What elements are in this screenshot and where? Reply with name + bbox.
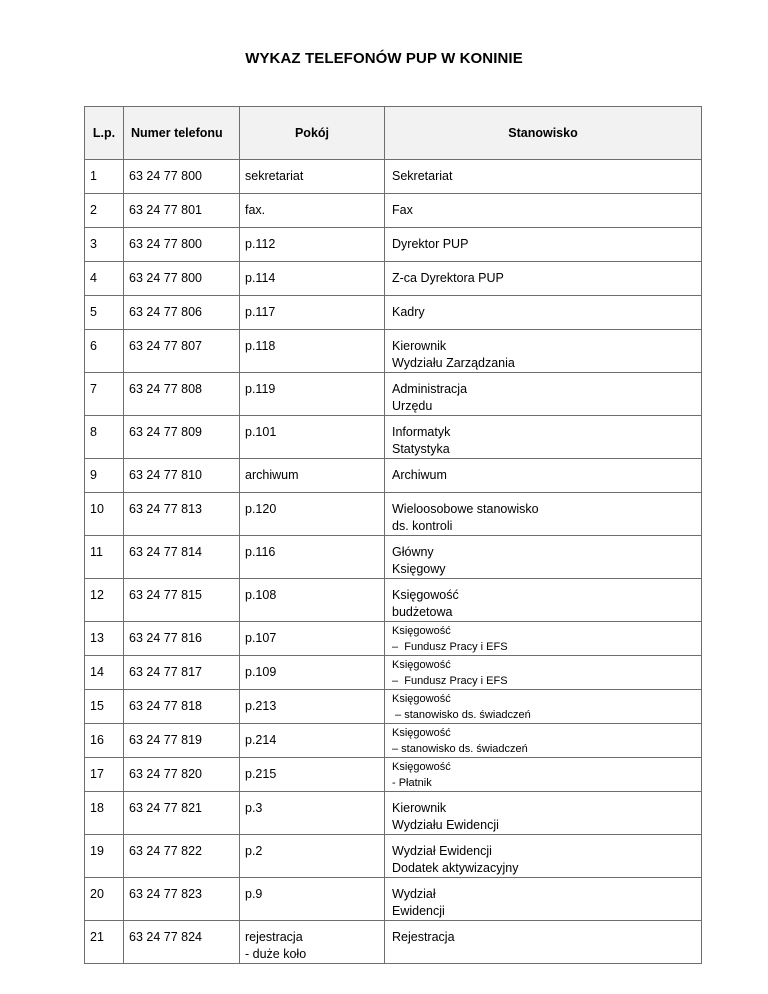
room <box>240 921 385 964</box>
position-line: Wieloosobowe stanowisko <box>392 502 539 516</box>
position-lines <box>392 759 701 791</box>
room-line: p.214 <box>245 733 277 747</box>
table-row <box>85 330 702 373</box>
room <box>240 296 385 330</box>
position-line: Dyrektor PUP <box>392 237 469 251</box>
table-row <box>85 724 702 758</box>
phone-number: 63 24 77 810 <box>124 459 240 493</box>
room-line: p.108 <box>245 588 277 602</box>
position-lines <box>392 236 701 253</box>
room <box>240 373 385 416</box>
phone-number: 63 24 77 816 <box>124 622 240 656</box>
room <box>240 792 385 835</box>
position-lines <box>392 338 701 372</box>
room <box>240 330 385 373</box>
room <box>240 493 385 536</box>
position-lines <box>392 544 701 578</box>
position-line: Księgowy <box>392 562 446 576</box>
room-line: - duże koło <box>245 947 307 961</box>
position <box>385 536 702 579</box>
position <box>385 330 702 373</box>
position-lines <box>392 800 701 834</box>
room <box>240 878 385 921</box>
room-line: fax. <box>245 203 266 217</box>
position-line: budżetowa <box>392 605 453 619</box>
header-room: Pokój <box>240 107 385 160</box>
position-line: Księgowość <box>392 659 451 671</box>
room-line: p.112 <box>245 237 276 251</box>
room <box>240 160 385 194</box>
position <box>385 416 702 459</box>
row-number: 14 <box>85 656 124 690</box>
phone-number: 63 24 77 817 <box>124 656 240 690</box>
position <box>385 194 702 228</box>
room <box>240 228 385 262</box>
table-row <box>85 622 702 656</box>
table-row <box>85 262 702 296</box>
position-line: Wydziału Ewidencji <box>392 818 499 832</box>
table-row <box>85 878 702 921</box>
table-row <box>85 296 702 330</box>
table-row <box>85 373 702 416</box>
position-line: – stanowisko ds. świadczeń <box>392 709 531 721</box>
table-row <box>85 493 702 536</box>
table-row <box>85 536 702 579</box>
position <box>385 835 702 878</box>
table-row <box>85 459 702 493</box>
table-row <box>85 792 702 835</box>
room <box>240 262 385 296</box>
phone-number: 63 24 77 822 <box>124 835 240 878</box>
position-line: Wydział <box>392 887 436 901</box>
position-line: Ewidencji <box>392 904 445 918</box>
position-line: – Fundusz Pracy i EFS <box>392 641 508 653</box>
header-phone-number: Numer telefonu <box>124 107 240 160</box>
room-line: p.120 <box>245 502 277 516</box>
phone-number: 63 24 77 823 <box>124 878 240 921</box>
position-lines <box>392 202 701 219</box>
room-line: p.213 <box>245 699 277 713</box>
position-line: Fax <box>392 203 413 217</box>
phone-number: 63 24 77 800 <box>124 228 240 262</box>
phone-number: 63 24 77 814 <box>124 536 240 579</box>
position-line: Księgowość <box>392 727 451 739</box>
position-line: Księgowość <box>392 693 451 705</box>
room <box>240 579 385 622</box>
position-line: Z-ca Dyrektora PUP <box>392 271 504 285</box>
position-line: Kierownik <box>392 339 447 353</box>
row-number: 4 <box>85 262 124 296</box>
phone-number: 63 24 77 806 <box>124 296 240 330</box>
position-lines <box>392 587 701 621</box>
position-line: Kierownik <box>392 801 447 815</box>
position <box>385 459 702 493</box>
row-number: 19 <box>85 835 124 878</box>
phone-number: 63 24 77 800 <box>124 160 240 194</box>
position-line: Sekretariat <box>392 169 453 183</box>
position-line: Archiwum <box>392 468 447 482</box>
position <box>385 228 702 262</box>
position-line: Urzędu <box>392 399 433 413</box>
row-number: 9 <box>85 459 124 493</box>
row-number: 21 <box>85 921 124 964</box>
phone-number: 63 24 77 820 <box>124 758 240 792</box>
table-row <box>85 160 702 194</box>
position <box>385 758 702 792</box>
room-line: p.118 <box>245 339 276 353</box>
position <box>385 724 702 758</box>
phone-number: 63 24 77 821 <box>124 792 240 835</box>
room-line: p.117 <box>245 305 276 319</box>
table-row <box>85 921 702 964</box>
position-lines <box>392 623 701 655</box>
row-number: 1 <box>85 160 124 194</box>
room-line: p.2 <box>245 844 263 858</box>
room <box>240 690 385 724</box>
position-lines <box>392 843 701 877</box>
position <box>385 656 702 690</box>
room <box>240 194 385 228</box>
room-line: archiwum <box>245 468 299 482</box>
position-line: - Płatnik <box>392 777 432 789</box>
row-number: 3 <box>85 228 124 262</box>
table-row <box>85 690 702 724</box>
row-number: 11 <box>85 536 124 579</box>
phone-number: 63 24 77 813 <box>124 493 240 536</box>
position <box>385 579 702 622</box>
table-row <box>85 835 702 878</box>
row-number: 7 <box>85 373 124 416</box>
position-line: ds. kontroli <box>392 519 453 533</box>
position <box>385 373 702 416</box>
row-number: 10 <box>85 493 124 536</box>
room <box>240 835 385 878</box>
position-line: Wydział Ewidencji <box>392 844 492 858</box>
position-lines <box>392 657 701 689</box>
position-line: Księgowość <box>392 625 451 637</box>
table-row <box>85 579 702 622</box>
position <box>385 493 702 536</box>
position-lines <box>392 725 701 757</box>
room-line: sekretariat <box>245 169 304 183</box>
position-line: Księgowość <box>392 588 459 602</box>
row-number: 5 <box>85 296 124 330</box>
position-line: Główny <box>392 545 434 559</box>
row-number: 15 <box>85 690 124 724</box>
phone-number: 63 24 77 819 <box>124 724 240 758</box>
position-line: Wydziału Zarządzania <box>392 356 515 370</box>
position <box>385 296 702 330</box>
header-lp: L.p. <box>85 107 124 160</box>
room <box>240 622 385 656</box>
room-line: p.9 <box>245 887 263 901</box>
row-number: 8 <box>85 416 124 459</box>
position-line: Rejestracja <box>392 930 455 944</box>
room <box>240 724 385 758</box>
position <box>385 262 702 296</box>
phone-number: 63 24 77 808 <box>124 373 240 416</box>
position-lines <box>392 168 701 185</box>
position <box>385 792 702 835</box>
table-body <box>85 160 702 964</box>
row-number: 20 <box>85 878 124 921</box>
position-line: Kadry <box>392 305 425 319</box>
position-lines <box>392 886 701 920</box>
phone-number: 63 24 77 824 <box>124 921 240 964</box>
position-line: – Fundusz Pracy i EFS <box>392 675 508 687</box>
position <box>385 160 702 194</box>
room <box>240 758 385 792</box>
row-number: 16 <box>85 724 124 758</box>
row-number: 12 <box>85 579 124 622</box>
room-line: p.215 <box>245 767 277 781</box>
position-line: Informatyk <box>392 425 451 439</box>
phone-number: 63 24 77 807 <box>124 330 240 373</box>
table-row <box>85 758 702 792</box>
room <box>240 536 385 579</box>
room-line: p.101 <box>245 425 277 439</box>
position <box>385 921 702 964</box>
table-header-row <box>85 107 702 160</box>
phone-number: 63 24 77 801 <box>124 194 240 228</box>
position-lines <box>392 501 701 535</box>
room-line: p.116 <box>245 545 276 559</box>
row-number: 17 <box>85 758 124 792</box>
row-number: 6 <box>85 330 124 373</box>
position-line: Administracja <box>392 382 468 396</box>
room <box>240 459 385 493</box>
position <box>385 690 702 724</box>
document-title: WYKAZ TELEFONÓW PUP W KONINIE <box>245 50 523 67</box>
table-row <box>85 194 702 228</box>
table-row <box>85 416 702 459</box>
room <box>240 656 385 690</box>
row-number: 2 <box>85 194 124 228</box>
position-lines <box>392 929 701 946</box>
room <box>240 416 385 459</box>
row-number: 13 <box>85 622 124 656</box>
room-line: p.114 <box>245 271 276 285</box>
position-line: Statystyka <box>392 442 450 456</box>
phone-number: 63 24 77 818 <box>124 690 240 724</box>
phone-directory-table <box>84 106 702 964</box>
room-line: p.119 <box>245 382 276 396</box>
table-row <box>85 656 702 690</box>
table-row <box>85 228 702 262</box>
position-lines <box>392 424 701 458</box>
room-line: p.107 <box>245 631 277 645</box>
phone-number: 63 24 77 815 <box>124 579 240 622</box>
position-line: – stanowisko ds. świadczeń <box>392 743 528 755</box>
phone-number: 63 24 77 800 <box>124 262 240 296</box>
position-lines <box>392 467 701 484</box>
header-position: Stanowisko <box>385 107 702 160</box>
position-line: Dodatek aktywizacyjny <box>392 861 519 875</box>
room-line: p.3 <box>245 801 263 815</box>
position <box>385 878 702 921</box>
position-lines <box>392 381 701 415</box>
row-number: 18 <box>85 792 124 835</box>
position <box>385 622 702 656</box>
position-line: Księgowość <box>392 761 451 773</box>
room-line: p.109 <box>245 665 277 679</box>
position-lines <box>392 270 701 287</box>
room-line: rejestracja <box>245 930 303 944</box>
position-lines <box>392 304 701 321</box>
position-lines <box>392 691 701 723</box>
phone-number: 63 24 77 809 <box>124 416 240 459</box>
